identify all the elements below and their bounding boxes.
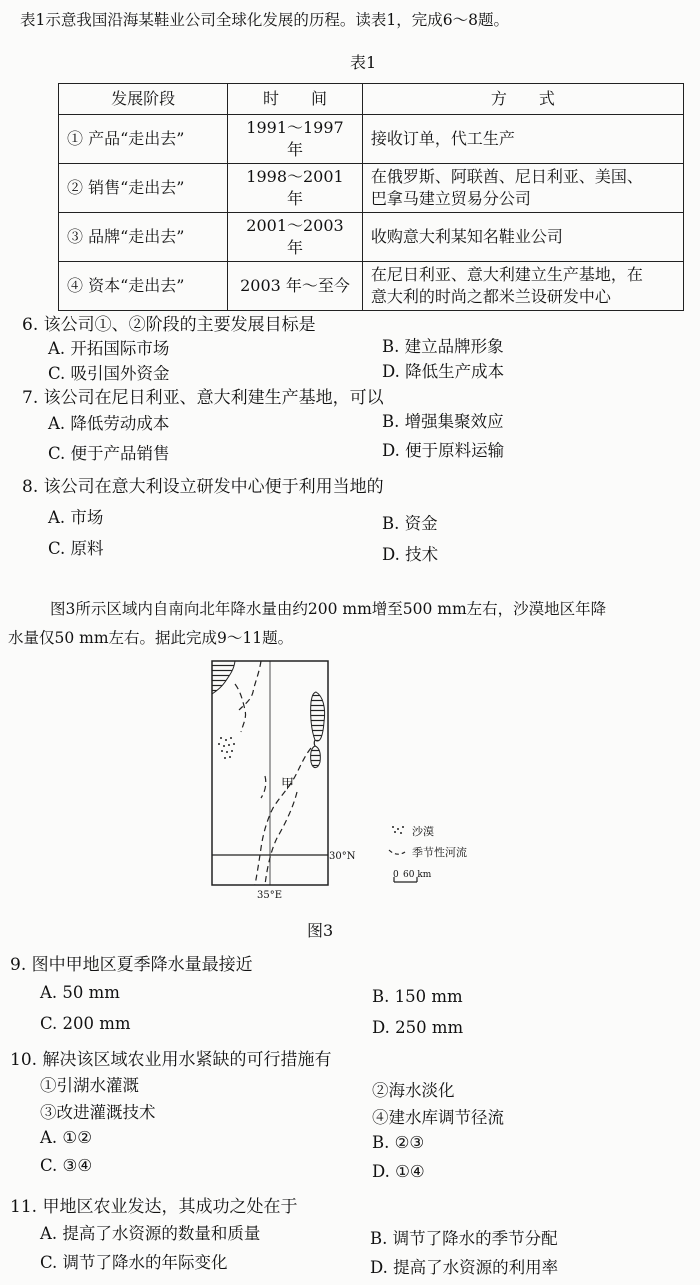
scale-bar xyxy=(393,870,432,882)
method-line: 巴拿马建立贸易分公司 xyxy=(370,189,531,208)
question-8-option-d: D. 技术 xyxy=(382,545,439,564)
question-10-option-b: B. ②③ xyxy=(372,1133,425,1152)
question-9-option-d: D. 250 mm xyxy=(372,1018,464,1037)
desert-dots xyxy=(218,737,235,759)
table-cell-method xyxy=(362,115,683,164)
table-cell-stage: ① 产品“走出去” xyxy=(59,115,228,164)
question-9-option-a: A. 50 mm xyxy=(40,983,120,1002)
latitude-label: 30°N xyxy=(329,851,356,862)
method-line: 意大利的时尚之都米兰设研发中心 xyxy=(370,287,611,306)
question-8-option-b: B. 资金 xyxy=(382,514,438,533)
question-7-option-d: D. 便于原料运输 xyxy=(382,441,505,460)
table-header-time: 时 间 xyxy=(228,84,363,115)
table-row xyxy=(59,115,684,164)
method-line: 在尼日利亚、意大利建立生产基地，在 xyxy=(370,265,643,284)
question-6-option-c: C. 吸引国外资金 xyxy=(48,364,170,383)
table-cell-stage: ③ 品牌“走出去” xyxy=(59,213,228,262)
method-line: 在俄罗斯、阿联酋、尼日利亚、美国、 xyxy=(370,167,643,186)
table-caption: 表1 xyxy=(350,53,377,72)
question-11-option-a: A. 提高了水资源的数量和质量 xyxy=(40,1224,261,1243)
question-10-statement-2: ②海水淡化 xyxy=(372,1081,455,1100)
question-10-statement-1: ①引湖水灌溉 xyxy=(40,1076,139,1095)
question-7-option-c: C. 便于产品销售 xyxy=(48,444,170,463)
question-11-stem: 11. 甲地区农业发达，其成功之处在于 xyxy=(10,1197,298,1217)
question-6-option-d: D. 降低生产成本 xyxy=(382,362,505,381)
question-8-stem: 8. 该公司在意大利设立研发中心便于利用当地的 xyxy=(22,477,384,497)
place-label-jia: 甲 xyxy=(281,777,295,792)
seasonal-rivers xyxy=(235,661,311,885)
sea-top-left xyxy=(212,661,235,694)
question-10-option-d: D. ①④ xyxy=(372,1162,425,1181)
question-8-option-a: A. 市场 xyxy=(48,508,104,527)
method-line: 收购意大利某知名鞋业公司 xyxy=(370,227,563,246)
question-10-statement-4: ④建水库调节径流 xyxy=(372,1108,504,1127)
lake-south xyxy=(311,746,321,768)
table-cell-method xyxy=(362,164,683,213)
legend-desert-label: 沙漠 xyxy=(412,825,434,838)
legend-desert xyxy=(392,824,434,838)
question-6-stem: 6. 该公司①、②阶段的主要发展目标是 xyxy=(22,315,316,335)
method-line: 接收订单，代工生产 xyxy=(370,129,515,148)
question-10-option-a: A. ①② xyxy=(40,1128,92,1147)
figure-3-map xyxy=(205,658,505,908)
question-11-option-d: D. 提高了水资源的利用率 xyxy=(370,1258,559,1277)
question-8-option-c: C. 原料 xyxy=(48,539,104,558)
legend-river-symbol xyxy=(389,850,405,854)
table-cell-method xyxy=(362,213,683,262)
question-9-option-b: B. 150 mm xyxy=(372,987,463,1006)
figure-3-caption: 图3 xyxy=(307,921,334,940)
longitude-label: 35°E xyxy=(257,890,283,901)
table-header-row xyxy=(59,84,684,115)
table-cell-time: 2003 年～至今 xyxy=(228,262,363,311)
question-6-option-b: B. 建立品牌形象 xyxy=(382,337,504,356)
intro-text-1: 表1示意我国沿海某鞋业公司全球化发展的历程。读表1，完成6～8题。 xyxy=(20,11,509,29)
table-row xyxy=(59,213,684,262)
table-cell-time: 2001～2003 年 xyxy=(228,213,363,262)
table-cell-method xyxy=(362,262,683,311)
question-9-option-c: C. 200 mm xyxy=(40,1014,131,1033)
scale-60km: 60 km xyxy=(403,870,432,880)
table-header-method: 方 式 xyxy=(362,84,683,115)
question-7-stem: 7. 该公司在尼日利亚、意大利建生产基地，可以 xyxy=(22,388,384,408)
question-11-option-c: C. 调节了降水的年际变化 xyxy=(40,1253,228,1272)
question-10-stem: 10. 解决该区域农业用水紧缺的可行措施有 xyxy=(10,1050,332,1070)
table-cell-stage: ② 销售“走出去” xyxy=(59,164,228,213)
question-10-statement-3: ③改进灌溉技术 xyxy=(40,1103,156,1122)
river-jordan xyxy=(314,740,315,746)
question-11-option-b: B. 调节了降水的季节分配 xyxy=(370,1229,558,1248)
lake-north xyxy=(311,692,325,741)
table-header-stage: 发展阶段 xyxy=(59,84,228,115)
table-cell-stage: ④ 资本“走出去” xyxy=(59,262,228,311)
question-10-option-c: C. ③④ xyxy=(40,1156,93,1175)
intro-text-2-line-2: 水量仅50 mm左右。据此完成9～11题。 xyxy=(8,629,294,647)
legend-desert-symbol xyxy=(392,826,404,834)
table-cell-time: 1998～2001 年 xyxy=(228,164,363,213)
intro-text-2-line-1: 图3所示区域内自南向北年降水量由约200 mm增至500 mm左右，沙漠地区年降 xyxy=(50,600,607,618)
legend-river-label: 季节性河流 xyxy=(412,846,467,859)
question-7-option-b: B. 增强集聚效应 xyxy=(382,412,504,431)
table-row xyxy=(59,164,684,213)
table-1 xyxy=(58,83,684,311)
question-6-option-a: A. 开拓国际市场 xyxy=(48,339,170,358)
scale-zero: 0 xyxy=(393,870,399,880)
legend-river xyxy=(389,845,467,859)
question-7-option-a: A. 降低劳动成本 xyxy=(48,414,170,433)
table-row xyxy=(59,262,684,311)
table-cell-time: 1991～1997 年 xyxy=(228,115,363,164)
question-9-stem: 9. 图中甲地区夏季降水量最接近 xyxy=(10,955,253,975)
